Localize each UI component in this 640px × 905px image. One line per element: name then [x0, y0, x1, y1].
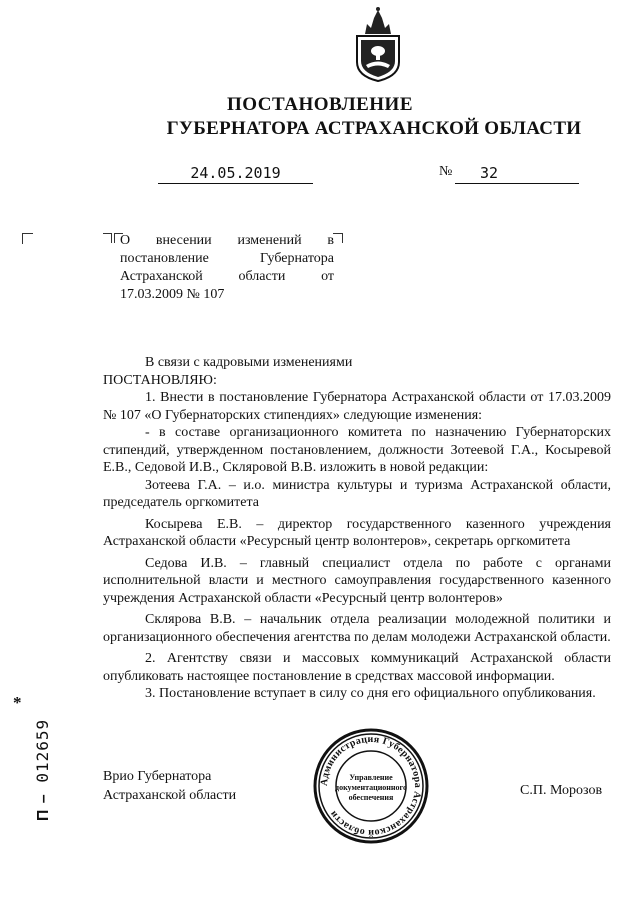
item-2: 2. Агентству связи и массовых коммуникаций Астраханской области опубликовать настоящее постановление в средствах массовой информации.	[103, 651, 611, 684]
signatory-position-line1: Врио Губернатора	[103, 769, 212, 784]
member-sklyarova: Склярова В.В. – начальник отдела реализации молодежной политики и организационного обеспечения агентства по делам молодежи Астраханской области.	[103, 612, 611, 645]
svg-text:Администрация Губернатора Астр: Администрация Губернатора Астраханской области	[318, 733, 424, 839]
member-zoteeva: Зотеева Г.А. – и.о. министра культуры и туризма Астраханской области, председатель оргкомитета	[103, 477, 611, 510]
member-kosyreva: Косырева Е.В. – директор государственного казенного учреждения Астраханской области «Ресурсный центр волонтеров», секретарь оргкомитета	[103, 516, 611, 549]
member-sedova: Седова И.В. – главный специалист отдела по работе с органами исполнительной власти и местного самоуправления государственного казенного учреждения Астраханской области «Ресурсный центр волонтеров»	[103, 555, 611, 606]
official-seal	[312, 727, 430, 845]
signatory-name: С.П. Морозов	[520, 783, 603, 798]
document-date: 24.05.2019	[158, 164, 313, 184]
signatory-position	[103, 767, 236, 805]
document-number: 32	[455, 164, 579, 184]
intro-paragraph: В связи с кадровыми изменениями	[145, 355, 353, 370]
item-1: 1. Внести в постановление Губернатора Астраханской области от 17.03.2009 № 107 «О Губернаторских стипендиях» следующие изменения:	[103, 390, 611, 423]
subject-corner-right	[333, 233, 343, 243]
margin-star-mark: *	[13, 693, 22, 712]
document-body	[103, 354, 611, 703]
document-subject: О внесении изменений в постановление Губернатора Астраханской области от 17.03.2009 № 107	[120, 233, 334, 302]
archive-code-prefix: П –	[35, 793, 52, 822]
issuer-title: ГУБЕРНАТОРА АСТРАХАНСКОЙ ОБЛАСТИ	[166, 118, 582, 139]
item-3: 3. Постановление вступает в силу со дня его официального опубликования.	[145, 686, 596, 701]
signatory-position-line2: Астраханской области	[103, 788, 237, 803]
item-1-sub: - в составе организационного комитета по назначению Губернаторских стипендий, утвержденном постановлением, должности Зотеевой Г.А., Косыревой Е.В., Седовой И.В., Скляровой В.В. изложить в новой редакции:	[103, 425, 611, 475]
astrakhan-coat-of-arms-icon	[351, 6, 405, 82]
subject-corner-left-outer	[103, 233, 112, 243]
margin-corner-mark	[22, 233, 33, 244]
svg-text:обеспечения: обеспечения	[348, 793, 394, 802]
svg-text:Управление: Управление	[349, 773, 393, 782]
document-type-title: ПОСТАНОВЛЕНИЕ	[226, 94, 414, 115]
svg-text:документационного: документационного	[335, 783, 407, 792]
number-label: №	[439, 164, 453, 179]
archive-code	[33, 715, 53, 825]
decree-word: ПОСТАНОВЛЯЮ:	[103, 372, 217, 388]
archive-code-number: 012659	[33, 718, 52, 783]
